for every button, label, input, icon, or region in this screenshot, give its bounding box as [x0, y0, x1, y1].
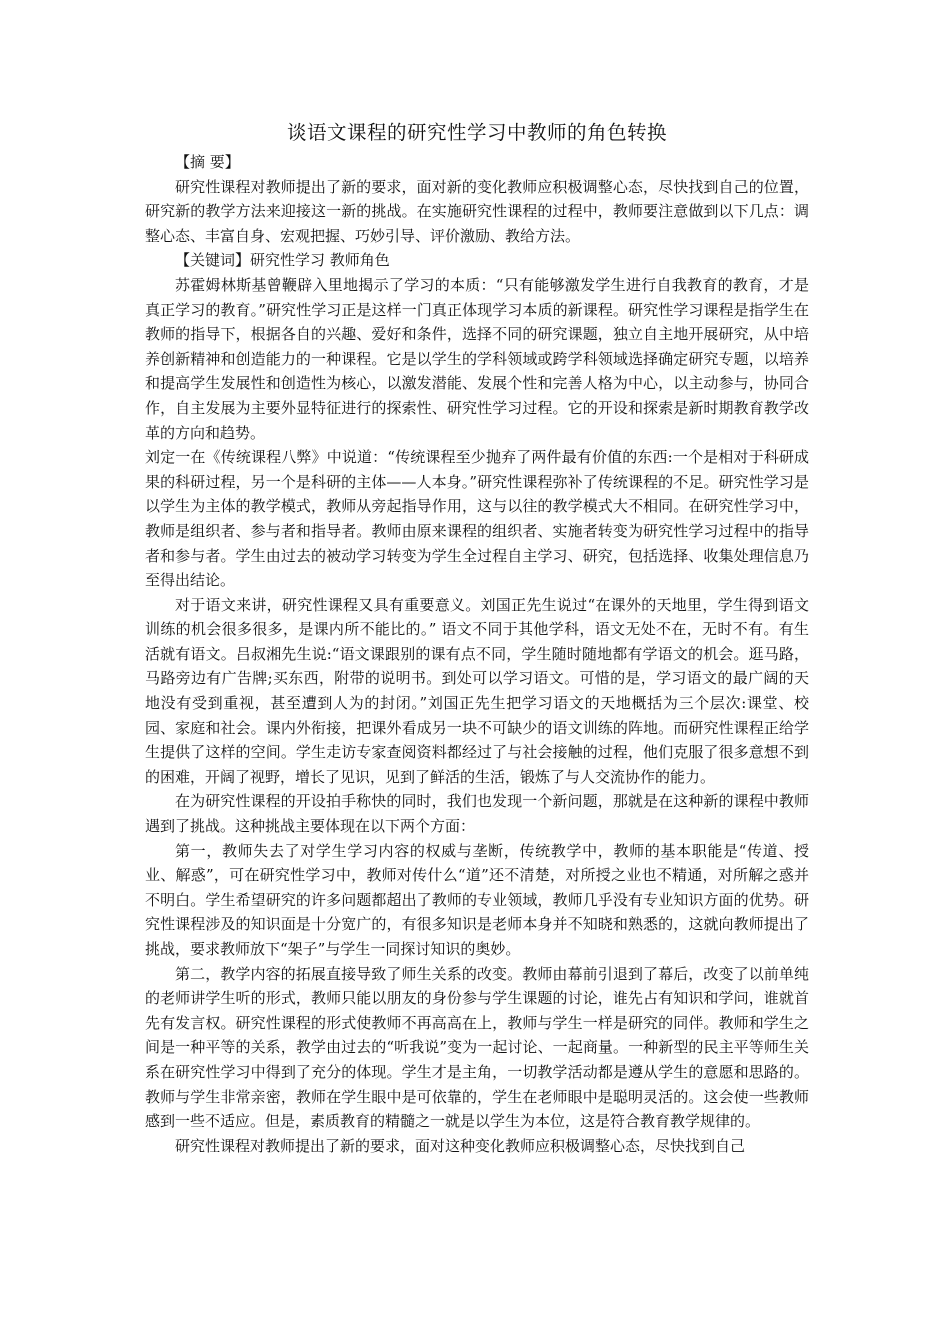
body-paragraph-4: 在为研究性课程的开设拍手称快的同时，我们也发现一个新问题，那就是在这种新的课程中教师遇到了挑战。这种挑战主要体现在以下两个方面：	[145, 792, 809, 836]
body-paragraph-7: 研究性课程对教师提出了新的要求，面对这种变化教师应积极调整心态，尽快找到自己	[175, 1136, 746, 1155]
document-page	[145, 118, 809, 1158]
body-paragraph-5: 第一，教师失去了对学生学习内容的权威与垄断，传统教学中，教师的基本职能是“传道、授业、解惑”，可在研究性学习中，教师对传什么“道”还不清楚，对所授之业也不精通，对所解之惑并不明白。学生希望研究的许多问题都超出了教师的专业领域，教师几乎没有专业知识方面的优势。研究性课程涉及的知识面是十分宽广的，有很多知识是老师本身并不知晓和熟悉的，这就向教师提出了挑战，要求教师放下“架子”与学生一同探讨知识的奥妙。	[145, 841, 809, 958]
abstract-text: 研究性课程对教师提出了新的要求，面对新的变化教师应积极调整心态，尽快找到自己的位置，研究新的教学方法来迎接这一新的挑战。在实施研究性课程的过程中，教师要注意做到以下几点：调整心态、丰富自身、宏观把握、巧妙引导、评价激励、教给方法。	[145, 177, 809, 245]
body-paragraph-2: 刘定一在《传统课程八弊》中说道：“传统课程至少抛弃了两件最有价值的东西:一个是相对于科研成果的科研过程，另一个是科研的主体——人本身。”研究性课程弥补了传统课程的不足。研究性学习是以学生为主体的教学模式，教师从旁起指导作用，这与以往的教学模式大不相同。在研究性学习中，教师是组织者、参与者和指导者。教师由原来课程的组织者、实施者转变为研究性学习过程中的指导者和参与者。学生由过去的被动学习转变为学生全过程自主学习、研究，包括选择、收集处理信息乃至得出结论。	[145, 448, 809, 590]
keywords-line: 【关键词】研究性学习 教师角色	[175, 251, 390, 270]
document-title: 谈语文课程的研究性学习中教师的角色转换	[286, 121, 667, 144]
body-paragraph-6: 第二，教学内容的拓展直接导致了师生关系的改变。教师由幕前引退到了幕后，改变了以前单纯的老师讲学生听的形式，教师只能以朋友的身份参与学生课题的讨论，谁先占有知识和学问，谁就首先有发言权。研究性课程的形式使教师不再高高在上，教师与学生一样是研究的同伴。教师和学生之间是一种平等的关系，教学由过去的“听我说”变为一起讨论、一起商量。一种新型的民主平等师生关系在研究性学习中得到了充分的体现。学生才是主角，一切教学活动都是遵从学生的意愿和思路的。教师与学生非常亲密，教师在学生眼中是可依靠的，学生在老师眼中是聪明灵活的。这会使一些教师感到一些不适应。但是，素质教育的精髓之一就是以学生为本位，这是符合教育教学规律的。	[145, 964, 809, 1131]
abstract-label: 【摘 要】	[175, 153, 240, 171]
body-paragraph-1: 苏霍姆林斯基曾鞭辟入里地揭示了学习的本质：“只有能够激发学生进行自我教育的教育，才是真正学习的教育。”研究性学习正是这样一门真正体现学习本质的新课程。研究性学习课程是指学生在教师的指导下，根据各自的兴趣、爱好和条件，选择不同的研究课题，独立自主地开展研究，从中培养创新精神和创造能力的一种课程。它是以学生的学科领域或跨学科领域选择确定研究专题，以培养和提高学生发展性和创造性为核心，以激发潜能、发展个性和完善人格为中心，以主动参与，协同合作，自主发展为主要外显特征进行的探索性、研究性学习过程。它的开设和探索是新时期教育教学改革的方向和趋势。	[145, 275, 809, 442]
body-paragraph-3: 对于语文来讲，研究性课程又具有重要意义。刘国正先生说过“在课外的天地里，学生得到语文训练的机会很多很多，是课内所不能比的。” 语文不同于其他学科，语文无处不在，无时不有。有生活就有语文。吕叔湘先生说:“语文课跟别的课有点不同，学生随时随地都有学语文的机会。逛马路，马路旁边有广告牌;买东西，附带的说明书。到处可以学习语文。可惜的是，学习语文的最广阔的天地没有受到重视，甚至遭到人为的封闭。”刘国正先生把学习语文的天地概括为三个层次:课堂、校园、家庭和社会。课内外衔接，把课外看成另一块不可缺少的语文训练的阵地。而研究性课程正给学生提供了这样的空间。学生走访专家查阅资料都经过了与社会接触的过程，他们克服了很多意想不到的困难，开阔了视野，增长了见识，见到了鲜活的生活，锻炼了与人交流协作的能力。	[145, 595, 809, 786]
